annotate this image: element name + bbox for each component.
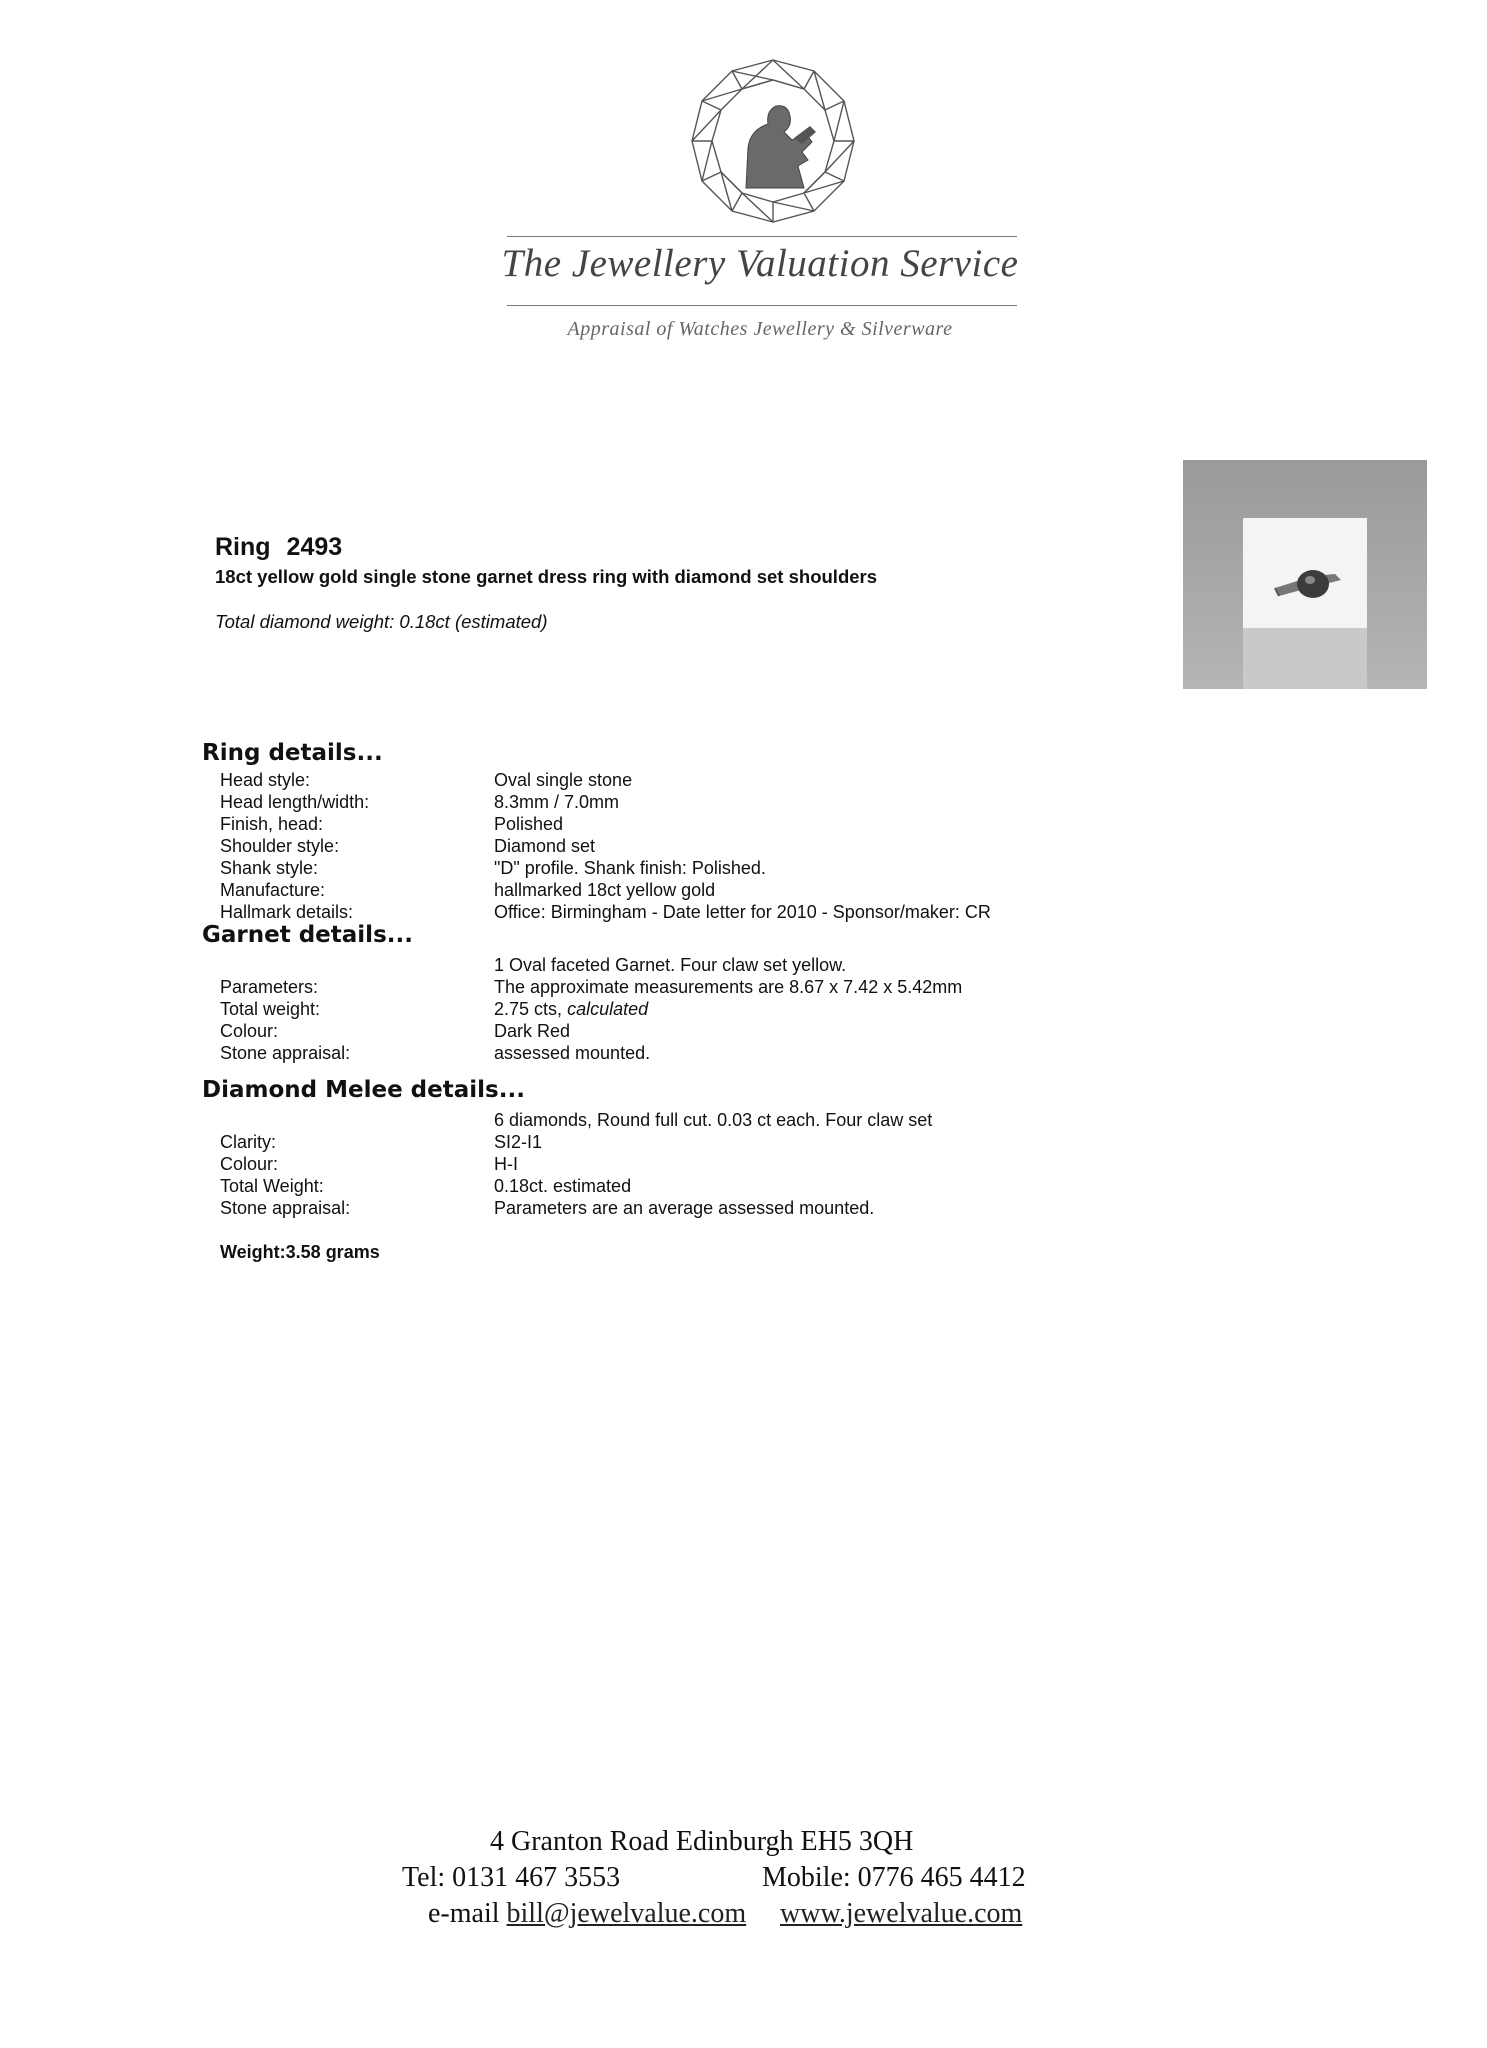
- diamond-detail-row: [220, 1176, 1220, 1198]
- detail-value: assessed mounted.: [494, 1043, 651, 1063]
- email-label: e-mail: [428, 1898, 500, 1929]
- detail-label: Colour:: [220, 1154, 279, 1174]
- footer-mobile: Mobile: 0776 465 4412: [762, 1862, 1026, 1893]
- ring-detail-row: [220, 880, 1220, 902]
- garnet-detail-row: [220, 977, 1220, 999]
- detail-label: Stone appraisal:: [220, 1043, 351, 1063]
- organization-tagline: Appraisal of Watches Jewellery & Silverware: [567, 318, 953, 340]
- diamond-detail-row: [220, 1198, 1220, 1220]
- ring-detail-row: [220, 770, 1220, 792]
- diamond-weight-note: Total diamond weight: 0.18ct (estimated): [215, 611, 548, 632]
- detail-value: H-I: [494, 1154, 518, 1174]
- company-logo: [688, 56, 858, 226]
- detail-value: 0.18ct. estimated: [494, 1176, 632, 1196]
- organization-name: The Jewellery Valuation Service: [501, 242, 1019, 285]
- ring-detail-row: [220, 902, 1220, 924]
- website-link[interactable]: www.jewelvalue.com: [780, 1898, 1023, 1929]
- detail-value: The approximate measurements are 8.67 x 7.42 x 5.42mm: [494, 977, 963, 997]
- ring-photo-image: [1183, 460, 1427, 689]
- footer-website-line: [780, 1898, 1022, 1930]
- detail-label: Head length/width:: [220, 792, 370, 812]
- ring-detail-row: [220, 814, 1220, 836]
- garnet-intro: 1 Oval faceted Garnet. Four claw set yellow.: [494, 955, 847, 975]
- detail-value: hallmarked 18ct yellow gold: [494, 880, 716, 900]
- total-item-weight: Weight:3.58 grams: [220, 1242, 380, 1262]
- detail-label: Colour:: [220, 1021, 279, 1041]
- detail-value: Diamond set: [494, 836, 596, 856]
- diamond-intro-row: [220, 1110, 1220, 1132]
- footer-email-line: [428, 1898, 746, 1930]
- detail-label: Finish, head:: [220, 814, 324, 834]
- garnet-details-heading: Garnet details...: [202, 922, 413, 948]
- detail-value: Oval single stone: [494, 770, 633, 790]
- item-number: 2493: [286, 533, 343, 561]
- item-description: 18ct yellow gold single stone garnet dress ring with diamond set shoulders: [215, 566, 878, 587]
- detail-label: Total Weight:: [220, 1176, 324, 1196]
- detail-label: Shoulder style:: [220, 836, 340, 856]
- garnet-detail-row: [220, 999, 1220, 1021]
- detail-label: Clarity:: [220, 1132, 277, 1152]
- detail-value: "D" profile. Shank finish: Polished.: [494, 858, 766, 878]
- detail-label: Stone appraisal:: [220, 1198, 351, 1218]
- item-type: Ring: [215, 533, 271, 561]
- garnet-detail-row: [220, 1043, 1220, 1065]
- detail-label: Manufacture:: [220, 880, 326, 900]
- detail-value: Office: Birmingham - Date letter for 2010 - Sponsor/maker: CR: [494, 902, 991, 922]
- diamond-intro: 6 diamonds, Round full cut. 0.03 ct each. Four claw set: [494, 1110, 933, 1130]
- email-link[interactable]: bill@jewelvalue.com: [506, 1898, 747, 1929]
- diamond-detail-row: [220, 1132, 1220, 1154]
- detail-label: Shank style:: [220, 858, 319, 878]
- detail-label: Parameters:: [220, 977, 319, 997]
- footer-telephone: Tel: 0131 467 3553: [402, 1862, 621, 1893]
- detail-value: Polished: [494, 814, 564, 834]
- detail-value: [494, 999, 648, 1020]
- header-rule-bottom: [507, 305, 1017, 306]
- detail-label: Total weight:: [220, 999, 321, 1019]
- garnet-intro-row: [220, 955, 1220, 977]
- detail-value: Dark Red: [494, 1021, 571, 1041]
- ring-detail-row: [220, 836, 1220, 858]
- weight-method: calculated: [567, 999, 649, 1019]
- garnet-detail-row: [220, 1021, 1220, 1043]
- ring-detail-row: [220, 858, 1220, 880]
- diamond-detail-row: [220, 1154, 1220, 1176]
- detail-value: Parameters are an average assessed mounted.: [494, 1198, 875, 1218]
- footer-address: 4 Granton Road Edinburgh EH5 3QH: [490, 1826, 914, 1857]
- item-heading: [215, 533, 342, 562]
- detail-value: SI2-I1: [494, 1132, 543, 1152]
- detail-label: Hallmark details:: [220, 902, 354, 922]
- ring-photo: [1183, 460, 1427, 689]
- ring-detail-row: [220, 792, 1220, 814]
- ring-details-heading: Ring details...: [202, 740, 383, 766]
- header-rule-top: [507, 236, 1017, 237]
- detail-label: Head style:: [220, 770, 311, 790]
- diamond-details-heading: Diamond Melee details...: [202, 1077, 525, 1103]
- weight-value: 2.75 cts,: [494, 999, 563, 1019]
- detail-value: 8.3mm / 7.0mm: [494, 792, 620, 812]
